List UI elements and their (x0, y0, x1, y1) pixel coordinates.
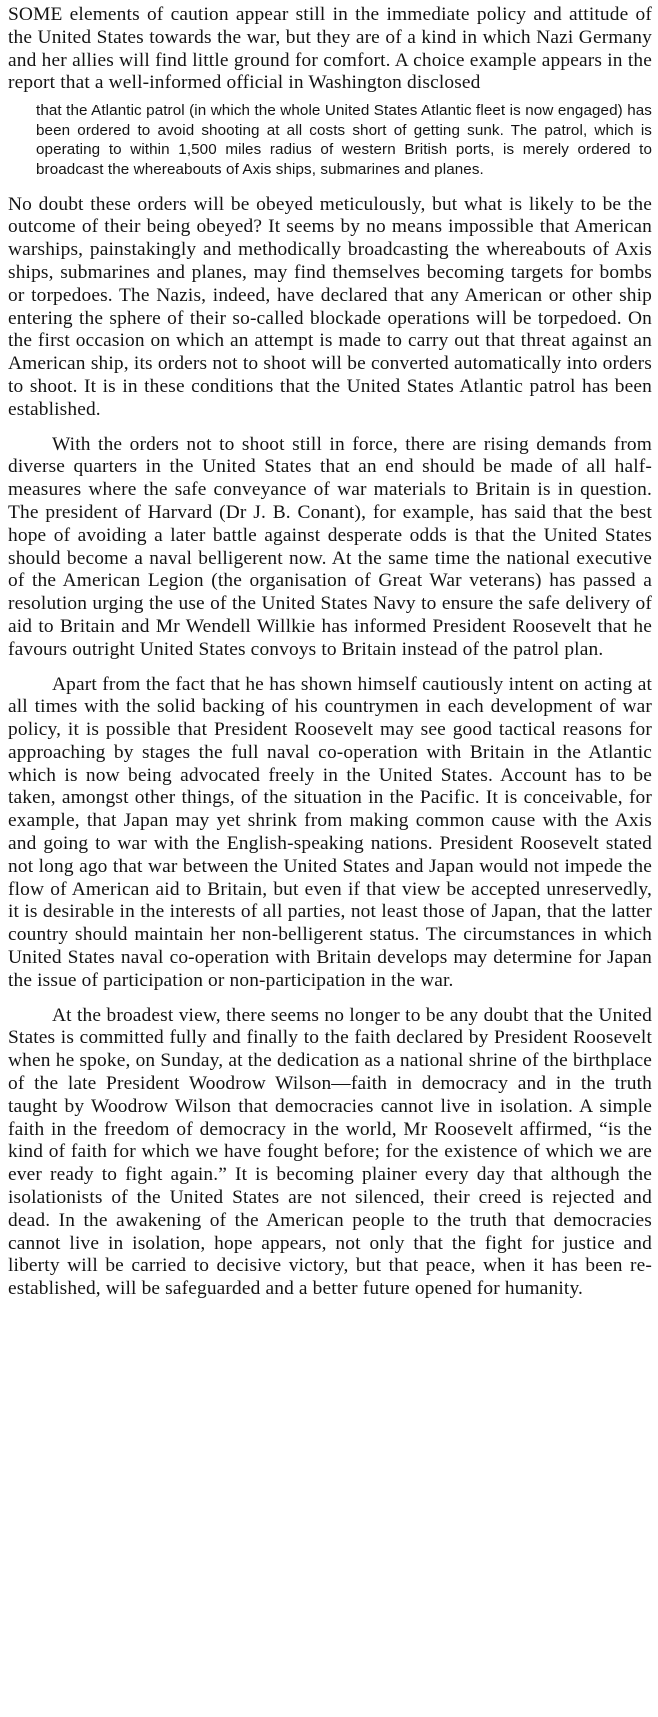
quoted-report: that the Atlantic patrol (in which the whole United States Atlantic fleet is now engaged) has been ordered to avoid shooting at all costs short of getting sunk. The patrol, which is operating to within 1,500 miles radius of western British ports, is merely ordered to broadcast the whereabouts of Axis ships, submarines and planes. (36, 102, 652, 178)
paragraph-faith: At the broadest view, there seems no longer to be any doubt that the United States is committed fully and finally to the faith declared by President Roosevelt when he spoke, on Sunday, at the dedication as a national shrine of the birthplace of the late President Woodrow Wilson—faith in democracy and in the truth taught by Woodrow Wilson that democracies cannot live in isolation. A simple faith in the freedom of democracy in the world, Mr Roosevelt affirmed, “is the kind of faith for which we have fought before; for the existence of which we are ever ready to fight again.” It is becoming plainer every day that although the isolationists of the United States are not silenced, their creed is rejected and dead. In the awakening of the American people to the truth that democracies cannot live in isolation, hope appears, not only that the fight for justice and liberty will be carried to decisive victory, but that peace, when it has been re-established, will be safeguarded and a better future opened for humanity. (8, 1004, 652, 1300)
paragraph-orders: No doubt these orders will be obeyed meticulously, but what is likely to be the outcome of their being obeyed? It seems by no means impossible that American warships, painstakingly and methodically broadcasting the whereabouts of Axis ships, submarines and planes, may find themselves becoming targets for bombs or torpedoes. The Nazis, indeed, have declared that any American or other ship entering the sphere of their so-called blockade operations will be torpedoed. On the first occasion on which an attempt is made to carry out that threat against an American ship, its orders not to shoot will be converted automatically into orders to shoot. It is in these conditions that the United States Atlantic patrol has been established. (8, 193, 652, 420)
newspaper-article (8, 4, 652, 1301)
paragraph-pacific: Apart from the fact that he has shown himself cautiously intent on acting at all times with the solid backing of his countrymen in each development of war policy, it is possible that President Roosevelt may see good tactical reasons for approaching by stages the full naval co-operation with Britain in the Atlantic which is now being advocated freely in the United States. Account has to be taken, amongst other things, of the situation in the Pacific. It is conceivable, for example, that Japan may yet shrink from making common cause with the Axis and going to war with the English-speaking nations. President Roosevelt stated not long ago that war between the United States and Japan would not impede the flow of American aid to Britain, but even if that view be accepted unreservedly, it is desirable in the interests of all parties, not least those of Japan, that the latter country should maintain her non-belligerent status. The circumstances in which United States naval co-operation with Britain develops may determine for Japan the issue of participation or non-participation in the war. (8, 673, 652, 991)
paragraph-demands: With the orders not to shoot still in force, there are rising demands from diverse quarters in the United States that an end should be made of all half-measures where the safe conveyance of war materials to Britain is in question. The president of Harvard (Dr J. B. Conant), for example, has said that the best hope of avoiding a later battle against desperate odds is that the United States should become a naval belligerent now. At the same time the national executive of the American Legion (the organisation of Great War veterans) has passed a resolution urging the use of the United States Navy to ensure the safe delivery of aid to Britain and Mr Wendell Willkie has informed President Roosevelt that he favours outright United States convoys to Britain instead of the patrol plan. (8, 433, 652, 660)
intro-paragraph: SOME elements of caution appear still in the immediate policy and attitude of the United States towards the war, but they are of a kind in which Nazi Germany and her allies will find little ground for comfort. A choice example appears in the report that a well-informed official in Washington disclosed (8, 4, 652, 94)
